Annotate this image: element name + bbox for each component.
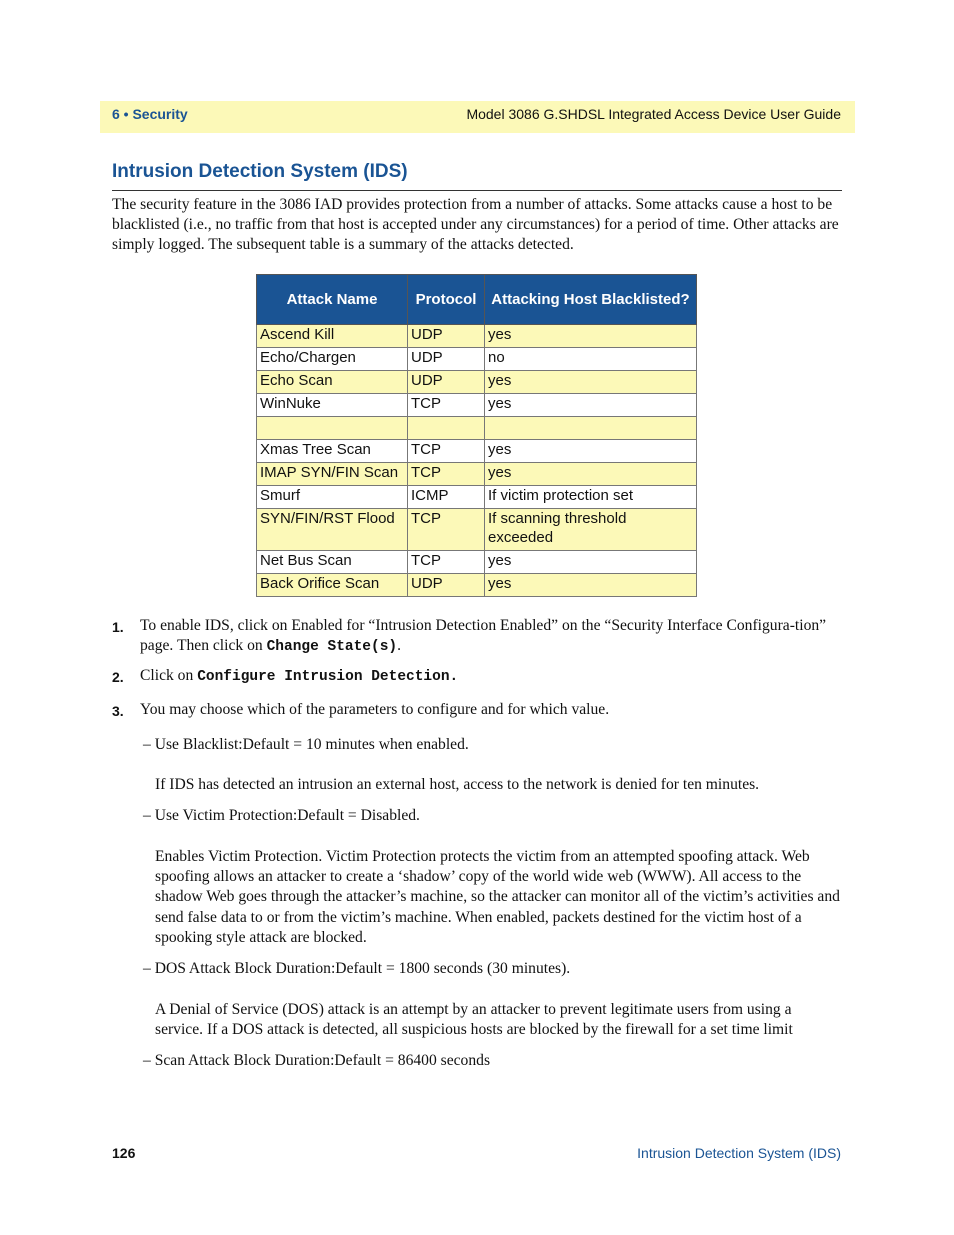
table-row	[257, 348, 697, 371]
table-header-row	[257, 275, 697, 325]
step-text	[140, 616, 842, 657]
blacklisted-cell: yes	[485, 394, 697, 417]
attack-name-cell: Ascend Kill	[257, 325, 408, 348]
protocol-cell: UDP	[408, 348, 485, 371]
blacklisted-cell: yes	[485, 440, 697, 463]
attack-name-cell: Echo Scan	[257, 371, 408, 394]
table-row	[257, 394, 697, 417]
table-row	[257, 574, 697, 597]
protocol-cell	[408, 417, 485, 440]
footer-section-title: Intrusion Detection System (IDS)	[637, 1145, 841, 1161]
table-row	[257, 440, 697, 463]
chapter-label: 6 • Security	[112, 106, 188, 122]
blacklisted-cell: yes	[485, 551, 697, 574]
blacklisted-cell: yes	[485, 325, 697, 348]
attack-name-cell: WinNuke	[257, 394, 408, 417]
attack-table	[256, 274, 697, 597]
header-blacklisted: Attacking Host Blacklisted?	[485, 275, 697, 325]
table-row	[257, 371, 697, 394]
protocol-cell: UDP	[408, 371, 485, 394]
protocol-cell: TCP	[408, 394, 485, 417]
step-text	[140, 700, 842, 720]
blacklisted-cell: yes	[485, 371, 697, 394]
table-row	[257, 463, 697, 486]
table-row	[257, 417, 697, 440]
step-number: 1.	[112, 619, 124, 635]
protocol-cell: TCP	[408, 463, 485, 486]
blacklisted-cell: no	[485, 348, 697, 371]
step-text-post: .	[397, 637, 402, 655]
protocol-cell: UDP	[408, 325, 485, 348]
param-dos-block: – DOS Attack Block Duration:Default = 1800 seconds (30 minutes).	[143, 960, 571, 977]
header-attack-name: Attack Name	[257, 275, 408, 325]
param-victim-protection-desc: Enables Victim Protection. Victim Protection protects the victim from an attempted spoofing attack. Web spoofing allows an attacker to create a ‘shadow’ copy of the world wide web (WWW). All access to the shadow Web goes through the attacker’s machine, so the attacker can monitor all of the victim’s activities and send false data to or from the victim’s machine. When enabled, packets destined for the victim host of a spooking style attack are blocked.	[155, 848, 840, 946]
protocol-cell: TCP	[408, 551, 485, 574]
step-text-pre: You may choose which of the parameters to configure and for which value.	[140, 701, 610, 718]
blacklisted-cell: yes	[485, 463, 697, 486]
step-code: Configure Intrusion Detection.	[197, 669, 459, 685]
attack-name-cell: Net Bus Scan	[257, 551, 408, 574]
param-blacklist-desc: If IDS has detected an intrusion an external host, access to the network is denied for ten minutes.	[155, 776, 760, 793]
header-protocol: Protocol	[408, 275, 485, 325]
blacklisted-cell: If victim protection set	[485, 486, 697, 509]
table-row	[257, 551, 697, 574]
attack-name-cell: SYN/FIN/RST Flood	[257, 509, 408, 551]
step-code: Change State(s)	[266, 639, 398, 656]
step-text	[140, 666, 842, 687]
page-number: 126	[112, 1145, 136, 1161]
section-title: Intrusion Detection System (IDS)	[112, 161, 408, 182]
param-blacklist: – Use Blacklist:Default = 10 minutes when enabled.	[143, 736, 469, 753]
guide-title: Model 3086 G.SHDSL Integrated Access Device User Guide	[466, 106, 841, 122]
table-row	[257, 509, 697, 551]
title-rule	[112, 190, 842, 191]
attack-name-cell: Echo/Chargen	[257, 348, 408, 371]
step-number: 2.	[112, 669, 124, 685]
attack-name-cell: Smurf	[257, 486, 408, 509]
blacklisted-cell: If scanning threshold exceeded	[485, 509, 697, 551]
protocol-cell: ICMP	[408, 486, 485, 509]
blacklisted-cell: yes	[485, 574, 697, 597]
blacklisted-cell	[485, 417, 697, 440]
step-text-pre: Click on	[140, 667, 198, 684]
attack-name-cell: Back Orifice Scan	[257, 574, 408, 597]
param-dos-block-desc: A Denial of Service (DOS) attack is an attempt by an attacker to prevent legitimate users from using a service. If a DOS attack is detected, all suspicious hosts are blocked by the firewall for a set time limit	[155, 1001, 793, 1039]
param-victim-protection: – Use Victim Protection:Default = Disabled.	[143, 807, 420, 824]
step-number: 3.	[112, 703, 124, 719]
protocol-cell: UDP	[408, 574, 485, 597]
attack-name-cell	[257, 417, 408, 440]
attack-name-cell: Xmas Tree Scan	[257, 440, 408, 463]
protocol-cell: TCP	[408, 509, 485, 551]
intro-paragraph: The security feature in the 3086 IAD provides protection from a number of attacks. Some attacks cause a host to be blacklisted (i.e., no traffic from that host is accepted under any circumstances) for a period of time. Other attacks are simply logged. The subsequent table is a summary of the attacks detected.	[112, 196, 839, 254]
attack-name-cell: IMAP SYN/FIN Scan	[257, 463, 408, 486]
step-text-pre: To enable IDS, click on Enabled for “Intrusion Detection Enabled” on the “Security Interface Configura-tion” page. Then click on	[140, 617, 827, 655]
protocol-cell: TCP	[408, 440, 485, 463]
table-row	[257, 486, 697, 509]
table-row	[257, 325, 697, 348]
param-scan-block: – Scan Attack Block Duration:Default = 86400 seconds	[143, 1052, 491, 1069]
